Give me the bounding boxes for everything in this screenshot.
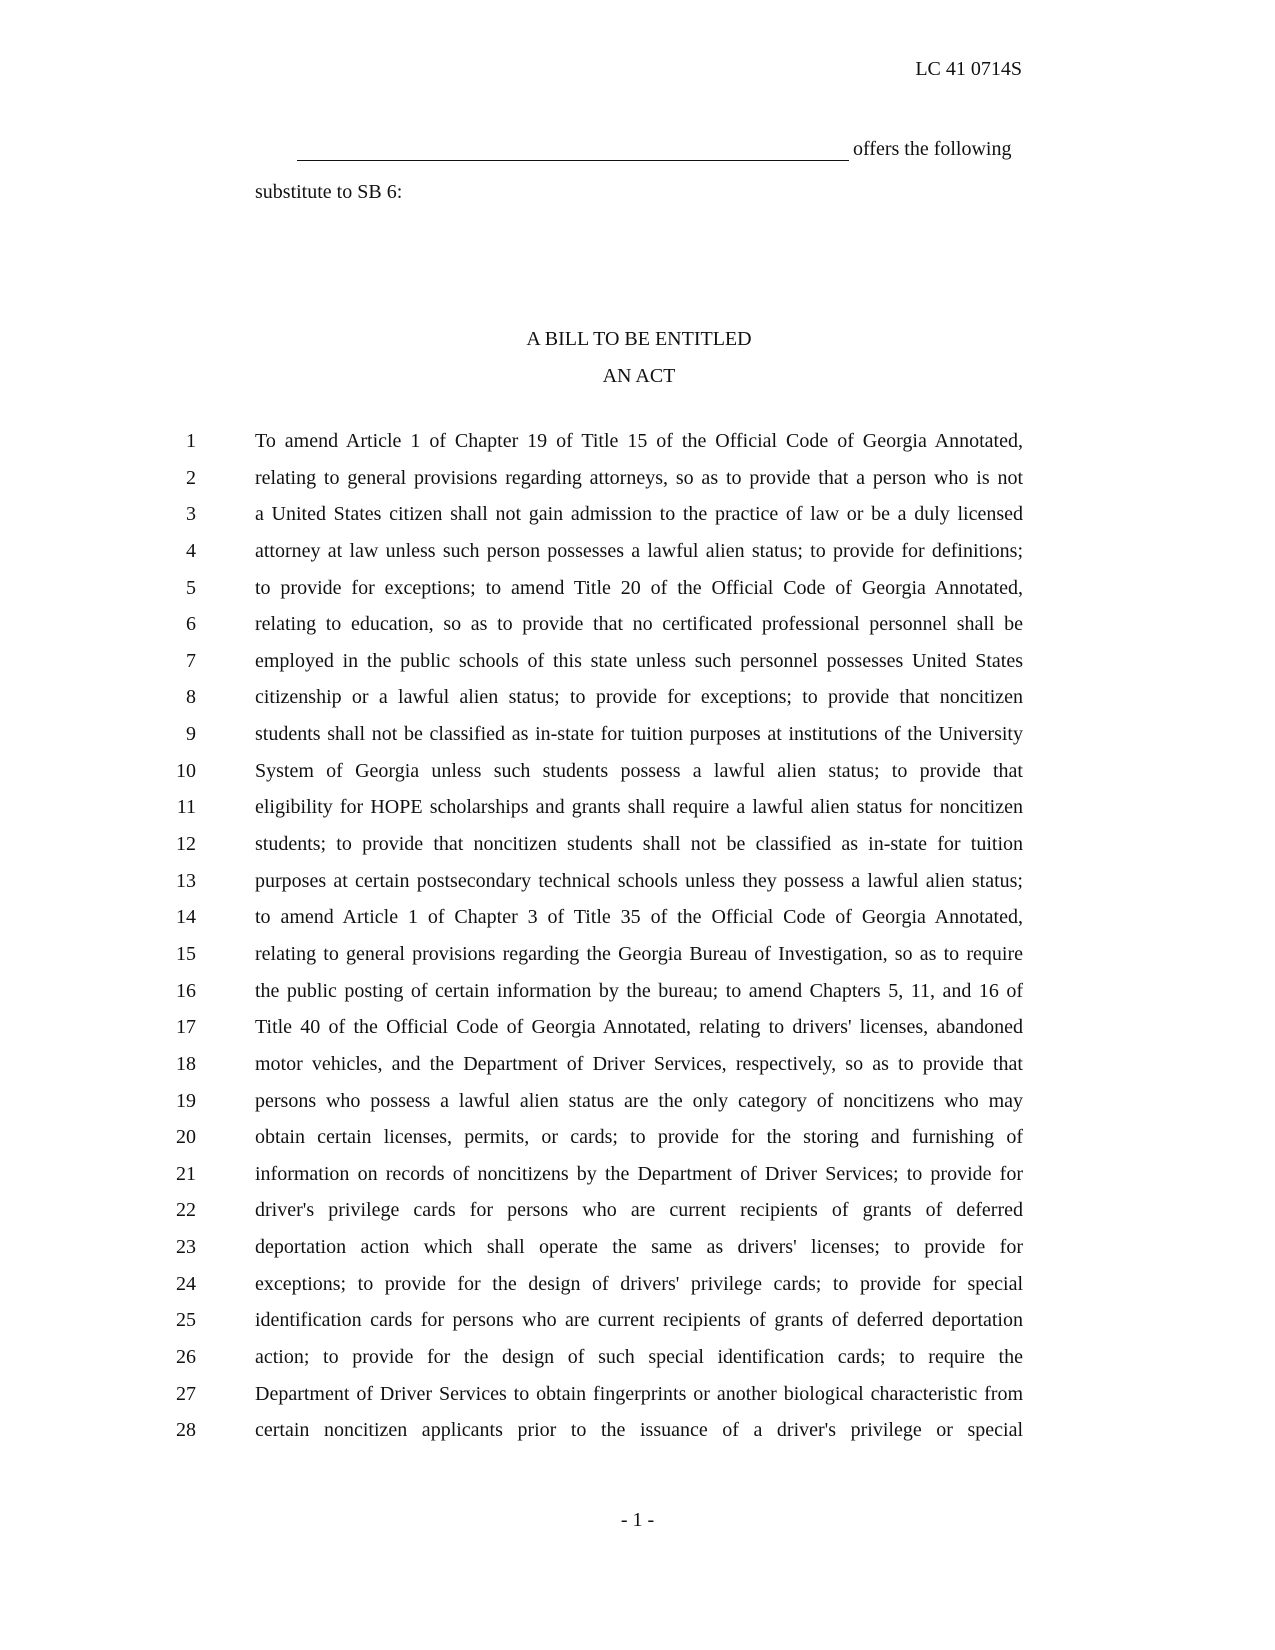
- line-number: 18: [176, 1052, 196, 1075]
- numbered-line: [0, 686, 1275, 723]
- line-text: students shall not be classified as in-state for tuition purposes at institutions of the University: [255, 723, 1023, 746]
- page-number: - 1 -: [620, 1509, 655, 1531]
- bill-title: [255, 321, 1023, 394]
- line-text: to provide for exceptions; to amend Title 20 of the Official Code of Georgia Annotated,: [255, 576, 1023, 599]
- line-number: 27: [176, 1382, 196, 1405]
- line-text: obtain certain licenses, permits, or cards; to provide for the storing and furnishing of: [255, 1126, 1023, 1149]
- line-number: 2: [186, 466, 196, 489]
- line-text: deportation action which shall operate the same as drivers' licenses; to provide for: [255, 1236, 1023, 1259]
- numbered-line: [0, 906, 1275, 943]
- line-text: students; to provide that noncitizen students shall not be classified as in-state for tuition: [255, 833, 1023, 856]
- numbered-line: [0, 1236, 1275, 1273]
- numbered-line: [0, 1309, 1275, 1346]
- line-number: 22: [176, 1199, 196, 1222]
- line-number: 17: [176, 1016, 196, 1039]
- numbered-line: [0, 577, 1275, 614]
- line-text: To amend Article 1 of Chapter 19 of Title 15 of the Official Code of Georgia Annotated,: [255, 430, 1023, 452]
- line-text: to amend Article 1 of Chapter 3 of Title 35 of the Official Code of Georgia Annotated,: [255, 906, 1023, 929]
- line-text: action; to provide for the design of such special identification cards; to require the: [255, 1346, 1023, 1369]
- numbered-line: [0, 650, 1275, 687]
- line-text: employed in the public schools of this state unless such personnel possesses United States: [255, 649, 1023, 672]
- line-number: 1: [186, 430, 196, 452]
- line-text: citizenship or a lawful alien status; to provide for exceptions; to provide that noncitizen: [255, 686, 1023, 709]
- line-text: relating to education, so as to provide that no certificated professional personnel shall be: [255, 613, 1023, 636]
- numbered-line: [0, 1199, 1275, 1236]
- numbered-line: [0, 980, 1275, 1017]
- numbered-line: [0, 1419, 1275, 1456]
- line-number: 23: [176, 1236, 196, 1259]
- line-text: motor vehicles, and the Department of Driver Services, respectively, so as to provide that: [255, 1052, 1023, 1075]
- numbered-line: [0, 503, 1275, 540]
- line-number: 9: [186, 723, 196, 746]
- line-text: identification cards for persons who are current recipients of grants of deferred deportation: [255, 1309, 1023, 1332]
- line-text: information on records of noncitizens by the Department of Driver Services; to provide for: [255, 1162, 1023, 1185]
- sponsor-blank-line: [297, 140, 849, 161]
- numbered-line: [0, 870, 1275, 907]
- bill-title-line-2: AN ACT: [602, 364, 676, 387]
- numbered-line: [0, 1163, 1275, 1200]
- numbered-line: [0, 796, 1275, 833]
- line-number: 14: [176, 906, 196, 929]
- numbered-line: [0, 1053, 1275, 1090]
- line-number: 28: [176, 1419, 196, 1442]
- numbered-line: [0, 1126, 1275, 1163]
- line-number: 10: [176, 759, 196, 782]
- line-text: certain noncitizen applicants prior to the issuance of a driver's privilege or special: [255, 1419, 1023, 1442]
- line-number: 21: [176, 1162, 196, 1185]
- numbered-line: [0, 430, 1275, 467]
- line-number: 24: [176, 1272, 196, 1295]
- line-text: a United States citizen shall not gain admission to the practice of law or be a duly licensed: [255, 503, 1023, 526]
- numbered-line: [0, 613, 1275, 650]
- line-number: 15: [176, 942, 196, 965]
- line-text: relating to general provisions regarding the Georgia Bureau of Investigation, so as to require: [255, 942, 1023, 965]
- numbered-line: [0, 540, 1275, 577]
- line-number: 20: [176, 1126, 196, 1149]
- line-text: attorney at law unless such person possesses a lawful alien status; to provide for definitions;: [255, 539, 1023, 562]
- line-number: 8: [186, 686, 196, 709]
- line-number: 12: [176, 833, 196, 856]
- numbered-line: [0, 1273, 1275, 1310]
- line-text: persons who possess a lawful alien status are the only category of noncitizens who may: [255, 1089, 1023, 1112]
- line-text: exceptions; to provide for the design of drivers' privilege cards; to provide for special: [255, 1272, 1023, 1295]
- numbered-line: [0, 723, 1275, 760]
- line-text: the public posting of certain information by the bureau; to amend Chapters 5, 11, and 16 of: [255, 979, 1023, 1002]
- line-text: Department of Driver Services to obtain fingerprints or another biological characteristic from: [255, 1382, 1023, 1405]
- offer-text: offers the following: [853, 138, 1012, 160]
- numbered-line: [0, 1090, 1275, 1127]
- line-text: System of Georgia unless such students possess a lawful alien status; to provide that: [255, 759, 1023, 782]
- line-text: Title 40 of the Official Code of Georgia Annotated, relating to drivers' licenses, abandoned: [255, 1016, 1023, 1039]
- line-number: 26: [176, 1346, 196, 1369]
- line-text: relating to general provisions regarding attorneys, so as to provide that a person who is not: [255, 466, 1023, 489]
- bill-title-line-1: A BILL TO BE ENTITLED: [526, 328, 752, 350]
- line-text: purposes at certain postsecondary technical schools unless they possess a lawful alien status;: [255, 869, 1023, 892]
- numbered-line: [0, 833, 1275, 870]
- numbered-line: [0, 1383, 1275, 1420]
- numbered-line: [0, 1346, 1275, 1383]
- line-number: 7: [186, 649, 196, 672]
- line-number: 11: [176, 796, 196, 819]
- line-number: 25: [176, 1309, 196, 1332]
- line-number: 19: [176, 1089, 196, 1112]
- line-number: 4: [186, 539, 196, 562]
- numbered-line: [0, 760, 1275, 797]
- line-number: 3: [186, 503, 196, 526]
- numbered-line: [0, 943, 1275, 980]
- numbered-line: [0, 467, 1275, 504]
- line-number: 5: [186, 576, 196, 599]
- offer-line: [297, 138, 1022, 161]
- line-text: driver's privilege cards for persons who are current recipients of grants of deferred: [255, 1199, 1023, 1222]
- line-number: 13: [176, 869, 196, 892]
- numbered-line: [0, 1016, 1275, 1053]
- line-number: 6: [186, 613, 196, 636]
- line-text: eligibility for HOPE scholarships and grants shall require a lawful alien status for noncitizen: [255, 796, 1023, 819]
- line-number: 16: [176, 979, 196, 1002]
- substitute-text: substitute to SB 6:: [255, 181, 403, 203]
- bill-body: [0, 430, 1275, 1456]
- document-id: LC 41 0714S: [915, 58, 1022, 80]
